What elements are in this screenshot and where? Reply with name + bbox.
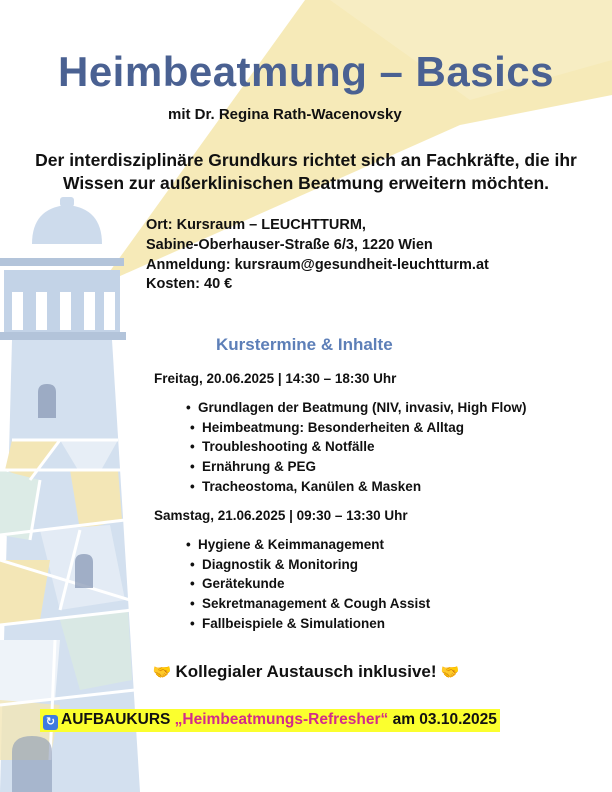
bullet-icon: • (186, 400, 191, 415)
info-cost: Kosten: 40 € (146, 276, 233, 292)
list-item: • Sekretmanagement & Cough Assist (190, 596, 431, 611)
list-item: • Ernährung & PEG (190, 459, 317, 474)
info-registration[interactable]: Anmeldung: kursraum@gesundheit-leuchtturm.at (146, 257, 489, 273)
refresh-icon: ↻ (43, 715, 58, 730)
bullet-icon: • (186, 537, 191, 552)
bullet-icon: • (190, 576, 195, 591)
list-item: • Troubleshooting & Notfälle (190, 439, 375, 454)
day-date: Samstag, 21.06.2025 | 09:30 – 13:30 Uhr (154, 508, 408, 523)
handshake-icon: 🤝 (440, 664, 460, 681)
bullet-icon: • (190, 479, 195, 494)
subtitle: mit Dr. Regina Rath-Wacenovsky (168, 106, 402, 123)
list-item: • Grundlagen der Beatmung (NIV, invasiv, High Flow) (186, 400, 527, 415)
exchange-note: 🤝 Kollegialer Austausch inklusive! 🤝 (152, 662, 460, 681)
lighthouse-dome (32, 205, 102, 244)
intro-line-1: Der interdisziplinäre Grundkurs richtet sich an Fachkräfte, die ihr (35, 150, 577, 170)
list-item: • Tracheostoma, Kanülen & Masken (190, 479, 422, 494)
info-address: Sabine-Oberhauser-Straße 6/3, 1220 Wien (146, 237, 433, 253)
bullet-icon: • (190, 459, 195, 474)
list-item: • Diagnostik & Monitoring (190, 557, 358, 572)
intro-text (0, 149, 612, 195)
info-location: Ort: Kursraum – LEUCHTTURM, (146, 217, 366, 233)
intro-line-2: Wissen zur außerklinischen Beatmung erweitern möchten. (62, 173, 550, 193)
list-item: • Gerätekunde (190, 576, 285, 591)
schedule-heading: Kurstermine & Inhalte (216, 335, 393, 354)
bullet-icon: • (190, 420, 195, 435)
lighthouse-window (38, 384, 56, 418)
handshake-icon: 🤝 (152, 664, 172, 681)
page-title: Heimbeatmung – Basics (57, 48, 554, 95)
bullet-icon: • (190, 596, 195, 611)
lighthouse-window (75, 554, 93, 588)
list-item: • Hygiene & Keimmanagement (186, 537, 385, 552)
list-item: • Fallbeispiele & Simulationen (190, 616, 386, 631)
refresher-announcement: ↻ AUFBAUKURS „Heimbeatmungs-Refresher“ am 03.10.2025 (40, 709, 500, 732)
bullet-icon: • (190, 557, 195, 572)
bullet-icon: • (190, 616, 195, 631)
day-date: Freitag, 20.06.2025 | 14:30 – 18:30 Uhr (154, 371, 397, 386)
list-item: • Heimbeatmung: Besonderheiten & Alltag (190, 420, 465, 435)
bullet-icon: • (190, 439, 195, 454)
lighthouse-door (12, 736, 52, 792)
